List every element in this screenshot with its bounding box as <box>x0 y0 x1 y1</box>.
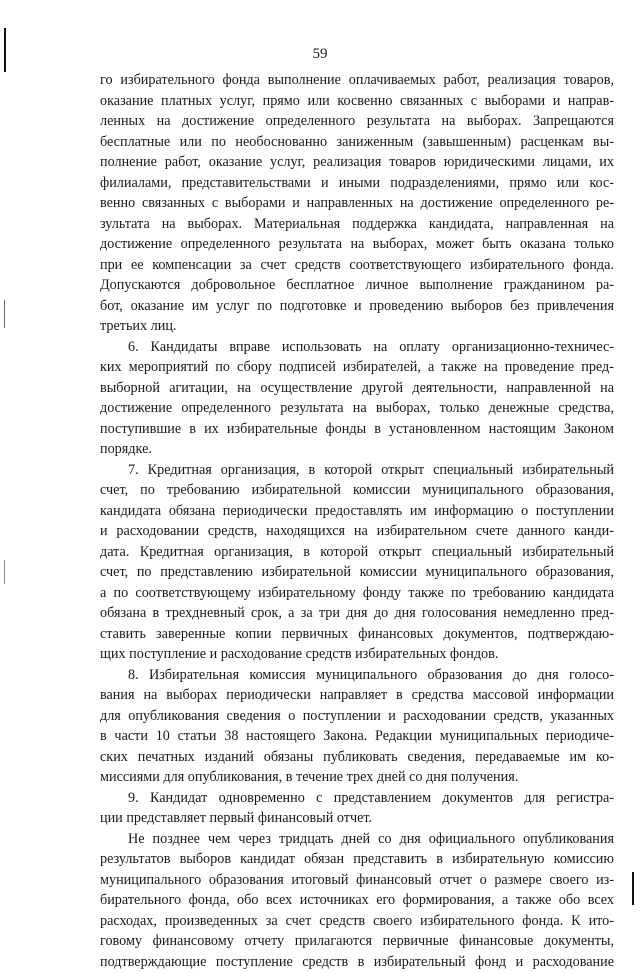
scan-edge-mark <box>4 300 5 328</box>
text-line: достижение определенного результата на выборах, только денежные средства, <box>100 398 614 419</box>
text-line: дата. Кредитная организация, в которой открыт специальный избирательный <box>100 542 614 563</box>
text-line: подтверждающие поступление средств в избирательный фонд и расходование <box>100 952 614 972</box>
paragraph <box>100 70 614 337</box>
text-line: в части 10 статьи 38 настоящего Закона. Редакции муниципальных периодиче- <box>100 726 614 747</box>
text-line: кандидата обязана периодически предоставлять им информацию о поступлении <box>100 501 614 522</box>
text-line: муниципального образования итоговый финансовый отчет о размере своего из- <box>100 870 614 891</box>
text-line: при ее компенсации за счет средств соответствующего избирательного фонда. <box>100 255 614 276</box>
text-line: ких мероприятий по сбору подписей избирателей, а также на проведение пред- <box>100 357 614 378</box>
text-line: счет, по требованию избирательной комиссии муниципального образования, <box>100 480 614 501</box>
text-line: поступившие в их избирательные фонды в установленном настоящим Законом <box>100 419 614 440</box>
text-line: венно связанных с выборами и направленных на достижение определенного ре- <box>100 193 614 214</box>
text-line: филиалами, представительствами и иными подразделениями, прямо или кос- <box>100 173 614 194</box>
text-line: го избирательного фонда выполнение оплачиваемых работ, реализация товаров, <box>100 70 614 91</box>
document-body <box>100 70 614 972</box>
page-number: 59 <box>0 46 640 63</box>
text-line: Допускаются добровольное бесплатное личное выполнение гражданином ра- <box>100 275 614 296</box>
text-line: Не позднее чем через тридцать дней со дня официального опубликования <box>100 829 614 850</box>
text-line: порядке. <box>100 439 614 460</box>
text-line: вания на выборах периодически направляет в средства массовой информации <box>100 685 614 706</box>
text-line: бот, оказание им услуг по подготовке и проведению выборов без привлечения <box>100 296 614 317</box>
text-line: бесплатные или по необоснованно заниженным (завышенным) расценкам вы- <box>100 132 614 153</box>
text-line: 8. Избирательная комиссия муниципального образования до дня голосо- <box>100 665 614 686</box>
text-line: оказание платных услуг, прямо или косвенно связанных с выборами и направ- <box>100 91 614 112</box>
text-line: для опубликования сведения о поступлении и расходовании средств, указанных <box>100 706 614 727</box>
paragraph <box>100 337 614 460</box>
text-line: бирательного фонда, обо всех источниках его формирования, а также обо всех <box>100 890 614 911</box>
text-line: полнение работ, оказание услуг, реализация товаров юридическими лицами, их <box>100 152 614 173</box>
paragraph <box>100 460 614 665</box>
text-line: выборной агитации, на осуществление другой деятельности, направленной на <box>100 378 614 399</box>
text-line: говому финансовому отчету прилагаются первичные финансовые документы, <box>100 931 614 952</box>
scan-edge-mark <box>632 872 634 905</box>
text-line: достижение определенного результата на выборах, может быть оказана только <box>100 234 614 255</box>
paragraph <box>100 665 614 788</box>
text-line: и расходовании средств, находящихся на избирательном счете данного канди- <box>100 521 614 542</box>
text-line: миссиями для опубликования, в течение трех дней со дня получения. <box>100 767 614 788</box>
text-line: 9. Кандидат одновременно с представлением документов для регистра- <box>100 788 614 809</box>
text-line: результатов выборов кандидат обязан представить в избирательную комиссию <box>100 849 614 870</box>
text-line: ции представляет первый финансовый отчет. <box>100 808 614 829</box>
text-line: ских печатных изданий обязаны публиковать сведения, передаваемые им ко- <box>100 747 614 768</box>
text-line: 7. Кредитная организация, в которой открыт специальный избирательный <box>100 460 614 481</box>
text-line: счет, по представлению избирательной комиссии муниципального образования, <box>100 562 614 583</box>
text-line: обязана в трехдневный срок, а за три дня до дня голосования немедленно пред- <box>100 603 614 624</box>
text-line: ленных на достижение определенного результата на выборах. Запрещаются <box>100 111 614 132</box>
paragraph <box>100 788 614 829</box>
text-line: а по соответствующему избирательному фонду также по требованию кандидата <box>100 583 614 604</box>
text-line: третьих лиц. <box>100 316 614 337</box>
text-line: ставить заверенные копии первичных финансовых документов, подтверждаю- <box>100 624 614 645</box>
paragraph <box>100 829 614 972</box>
text-line: 6. Кандидаты вправе использовать на оплату организационно-техничес- <box>100 337 614 358</box>
text-line: расходах, произведенных за счет средств своего избирательного фонда. К ито- <box>100 911 614 932</box>
text-line: щих поступление и расходование средств избирательных фондов. <box>100 644 614 665</box>
scan-edge-mark <box>4 560 5 584</box>
text-line: зультата на выборах. Материальная поддержка кандидата, направленная на <box>100 214 614 235</box>
